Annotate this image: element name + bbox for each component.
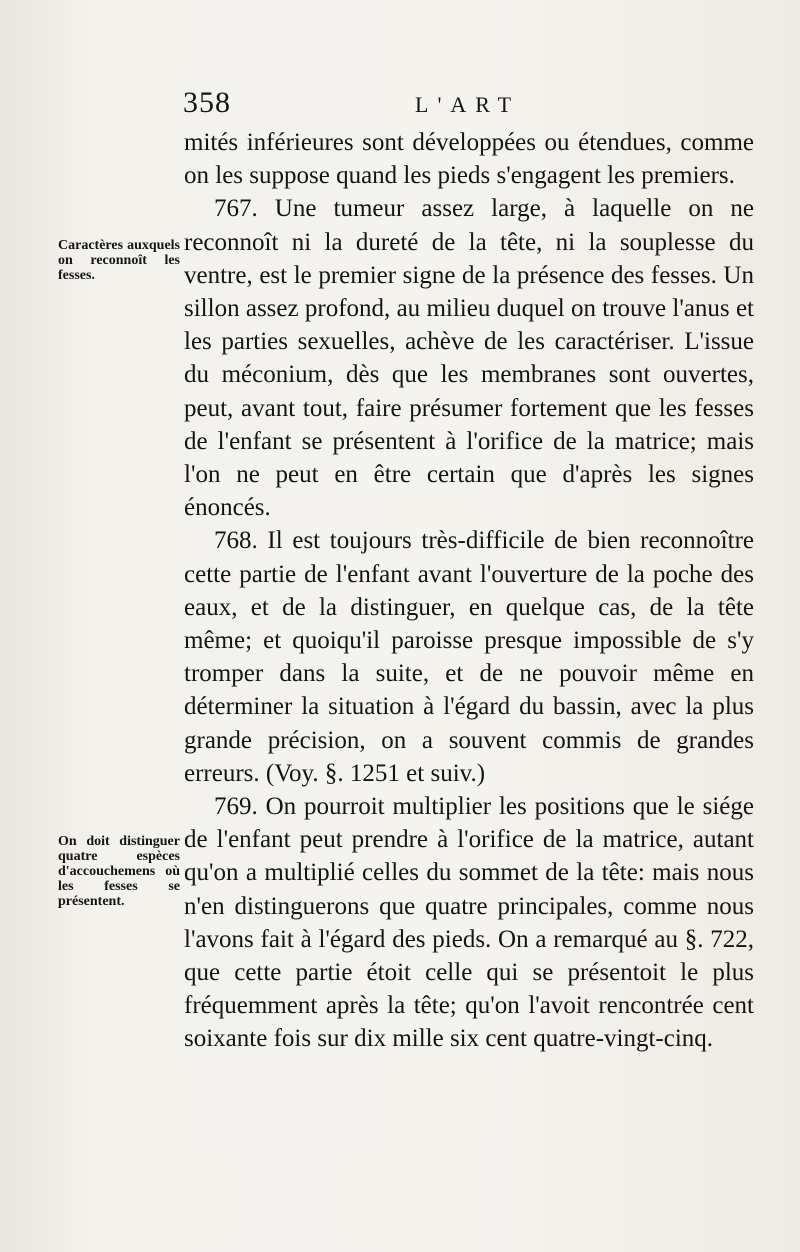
- margin-note-quatre-especes: On doit distinguer quatre espèces d'accouchemens où les fesses se présentent.: [58, 834, 180, 909]
- paragraph-continuation: mités inférieures sont développées ou étendues, comme on les suppose quand les pieds s'engagent les premiers.: [184, 129, 754, 190]
- main-text: [184, 126, 754, 1056]
- page-header: [0, 86, 800, 126]
- paragraph-769: 769. On pourroit multiplier les positions que le siége de l'enfant peut prendre à l'orifice de la matrice, autant qu'on a multiplié celles du sommet de la tête: mais nous n'en distinguerons que quatre principales, comme nous l'avons fait à l'égard des pieds. On a remarqué au §. 722, que cette partie étoit celle qui se présentoit le plus fréquemment après la tête; qu'on l'avoit rencontrée cent soixante fois sur dix mille six cent quatre-vingt-cinq.: [184, 793, 754, 1053]
- page-number: 358: [183, 86, 231, 119]
- margin-note-caracteres: Caractères auxquels on reconnoît les fesses.: [58, 238, 180, 283]
- paragraph-767: 767. Une tumeur assez large, à laquelle on ne reconnoît ni la dureté de la tête, ni la souplesse du ventre, est le premier signe de la présence des fesses. Un sillon assez profond, au milieu duquel on trouve l'anus et les parties sexuelles, achève de les caractériser. L'issue du méconium, dès que les membranes sont ouvertes, peut, avant tout, faire présumer fortement que les fesses de l'enfant se présentent à l'orifice de la matrice; mais l'on ne peut en être certain que d'après les signes énoncés.: [184, 195, 754, 522]
- running-title: L'ART: [415, 92, 521, 117]
- paragraph-768: 768. Il est toujours très-difficile de bien reconnoître cette partie de l'enfant avant l'ouverture de la poche des eaux, et de la distinguer, en quelque cas, de la tête même; et quoiqu'il paroisse presque impossible de s'y tromper dans la suite, et de ne pouvoir même en déterminer la situation à l'égard du bassin, avec la plus grande précision, on a souvent commis de grandes erreurs. (Voy. §. 1251 et suiv.): [184, 527, 754, 787]
